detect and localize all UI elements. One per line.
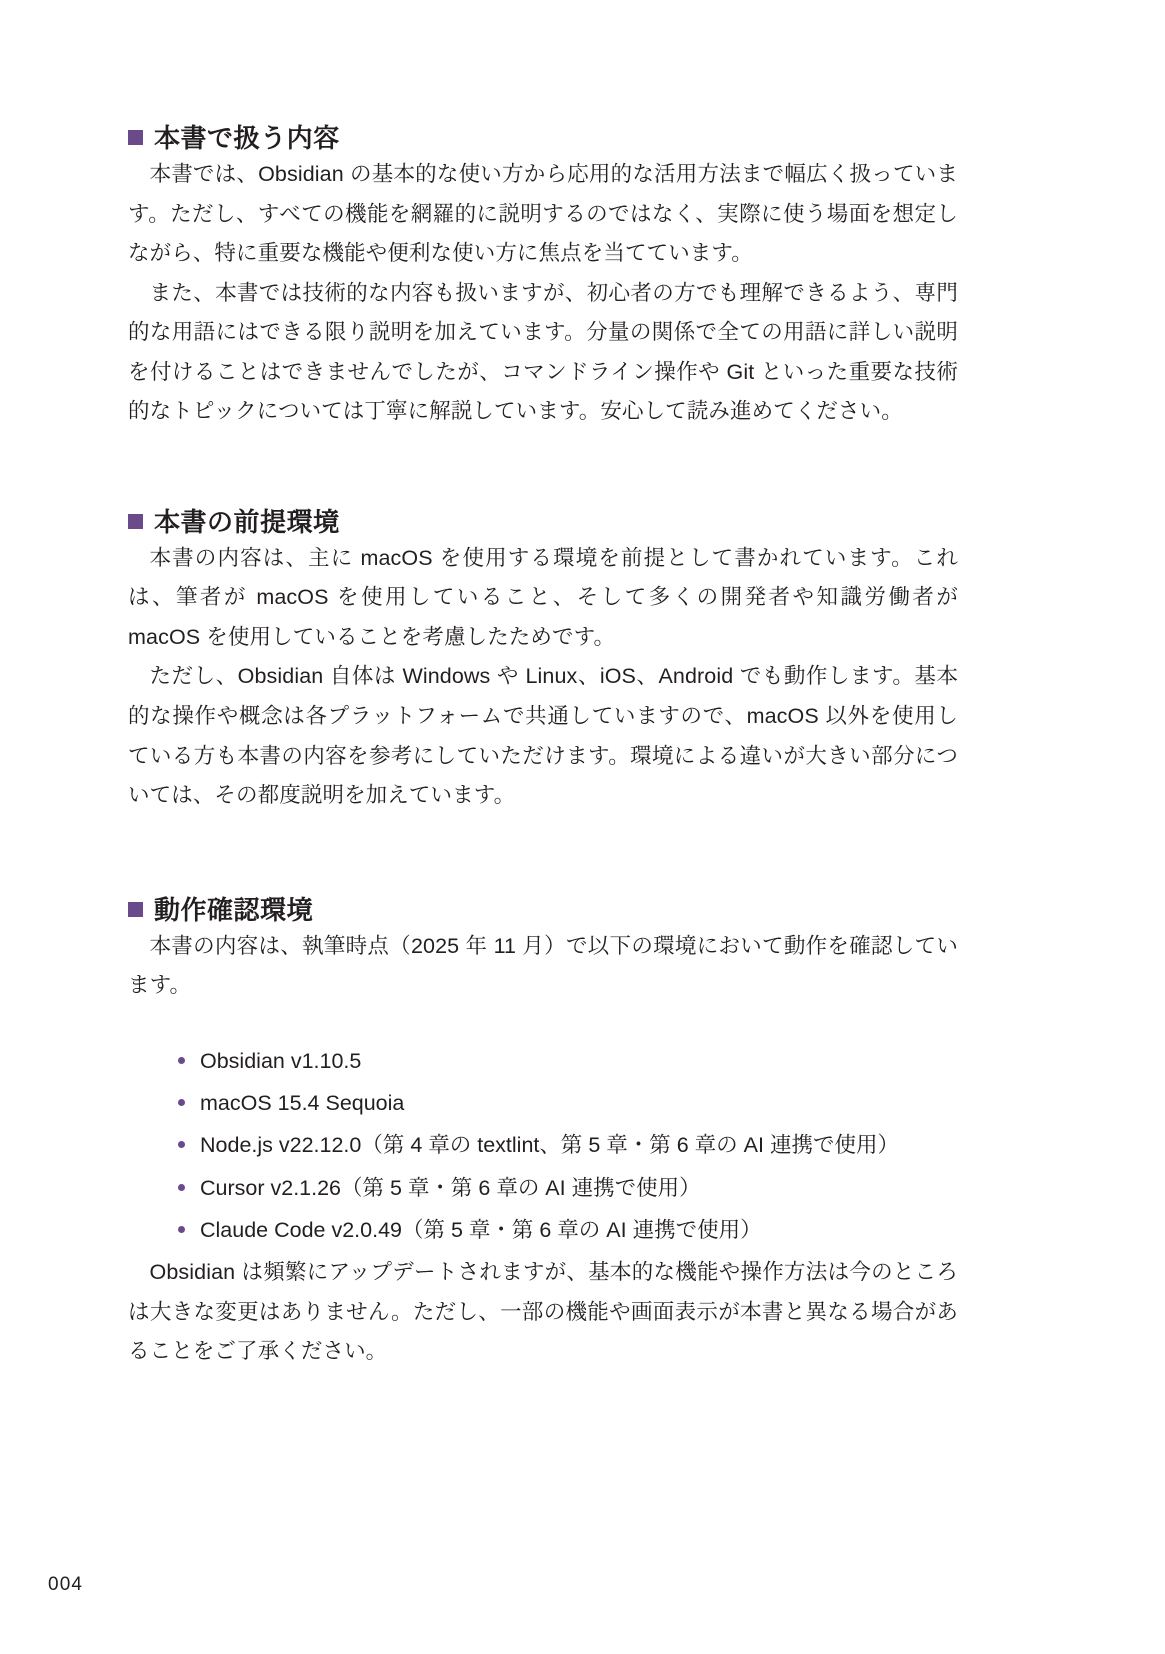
paragraph: 本書の内容は、執筆時点（2025 年 11 月）で以下の環境において動作を確認しています。 [128,933,958,998]
paragraph: また、本書では技術的な内容も扱いますが、初心者の方でも理解できるよう、専門的な用語にはできる限り説明を加えています。分量の関係で全ての用語に詳しい説明を付けることはできませんでしたが、コマンドライン操作や Git といった重要な技術的なトピックについては丁寧に解説しています。安心して読み進めてください。 [128,280,958,424]
page-number: 004 [48,1574,84,1595]
section-heading-verified-environment [128,890,958,927]
paragraph: 本書では、Obsidian の基本的な使い方から応用的な活用方法まで幅広く扱っています。ただし、すべての機能を網羅的に説明するのではなく、実際に使う場面を想定しながら、特に重要な機能や便利な使い方に焦点を当てています。 [128,162,958,266]
square-bullet-icon [128,514,143,529]
section-heading-prerequisites [128,502,958,539]
paragraph: ただし、Obsidian 自体は Windows や Linux、iOS、Android でも動作します。基本的な操作や概念は各プラットフォームで共通していますので、macOS 以外を使用している方も本書の内容を参考にしていただけます。環境による違いが大きい部分については、その都度説明を加えています。 [128,664,958,808]
square-bullet-icon [128,130,143,145]
section-heading-text: 本書で扱う内容 [154,123,340,153]
paragraph: 本書の内容は、主に macOS を使用する環境を前提として書かれています。これは、筆者が macOS を使用していること、そして多くの開発者や知識労働者が macOS を使用していることを考慮したためです。 [128,545,958,649]
list-item: Obsidian v1.10.5 [176,1042,958,1080]
page-content [128,118,958,1372]
list-item: macOS 15.4 Sequoia [176,1084,958,1122]
square-bullet-icon [128,902,143,917]
section-heading-text: 本書の前提環境 [154,506,340,537]
section-heading-text: 動作確認環境 [154,894,314,925]
section-heading-content [128,118,958,155]
list-item: Claude Code v2.0.49（第 5 章・第 6 章の AI 連携で使用） [176,1211,958,1249]
paragraph: Obsidian は頻繁にアップデートされますが、基本的な機能や操作方法は今のところは大きな変更はありません。ただし、一部の機能や画面表示が本書と異なる場合があることをご了承ください。 [128,1260,958,1364]
list-item: Node.js v22.12.0（第 4 章の textlint、第 5 章・第 6 章の AI 連携で使用） [176,1126,958,1164]
environment-list [128,1042,958,1249]
list-item: Cursor v2.1.26（第 5 章・第 6 章の AI 連携で使用） [176,1169,958,1207]
